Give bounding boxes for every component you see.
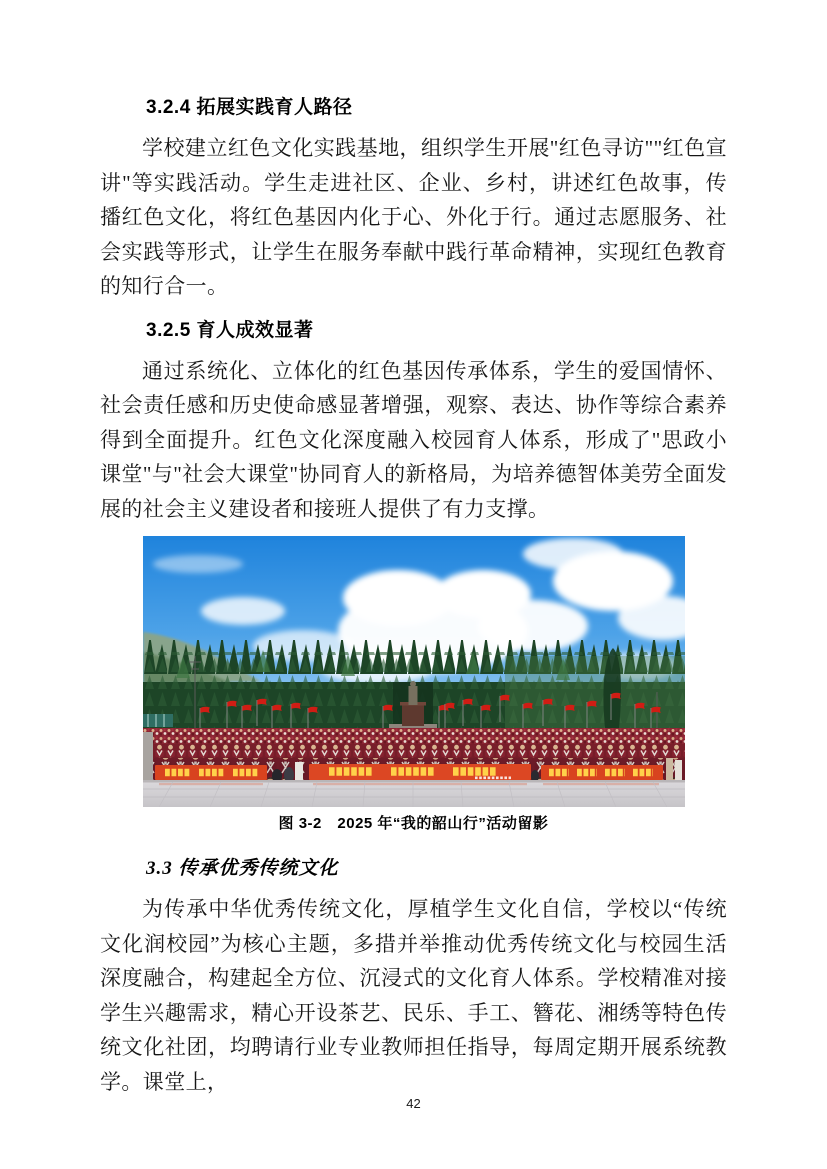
page-content [100,96,727,1099]
section-heading-3-2-4: 3.2.4 拓展实践育人路径 [146,97,353,118]
figure-caption: 图 3-2 2025 年“我的韶山行”活动留影 [278,815,549,832]
banners [155,762,663,783]
shaoshan-group-photo-illustration [143,536,685,807]
section-heading-3-2-5: 3.2.5 育人成效显著 [146,319,314,341]
shaoshan-group-photo [143,536,685,807]
paragraph-3-2-5: 通过系统化、立体化的红色基因传承体系，学生的爱国情怀、社会责任感和历史使命感显著增强，观察、表达、协作等综合素养得到全面提升。红色文化深度融入校园育人体系，形成了"思政小课堂"与"社会大课堂"协同育人的新格局，为培养德智体美劳全面发展的社会主义建设者和接班人提供了有力支撑。 [100,358,727,521]
paragraph-3-3: 为传承中华优秀传统文化，厚植学生文化自信，学校以“传统文化润校园”为核心主题，多措并举推动优秀传统文化与校园生活深度融合，构建起全方位、沉浸式的文化育人体系。学校精准对接学生兴趣需求，精心开设茶艺、民乐、手工、簪花、湘绣等特色传统文化社团，均聘请行业专业教师担任指导，每周定期开展系统教学。课堂上， [100,897,727,1094]
figure-3-2 [100,536,727,833]
paragraph-3-2-4: 学校建立红色文化实践基地，组织学生开展"红色寻访""红色宣讲"等实践活动。学生走进社区、企业、乡村，讲述红色故事，传播红色文化，将红色基因内化于心、外化于行。通过志愿服务、社会实践等形式，让学生在服务奉献中践行革命精神，实现红色教育的知行合一。 [100,136,727,298]
statue [389,681,437,732]
page-number: 42 [406,1096,421,1111]
page-footer [0,1096,827,1111]
section-heading-3-3: 3.3 传承优秀传统文化 [146,858,339,879]
pavement [143,780,685,807]
